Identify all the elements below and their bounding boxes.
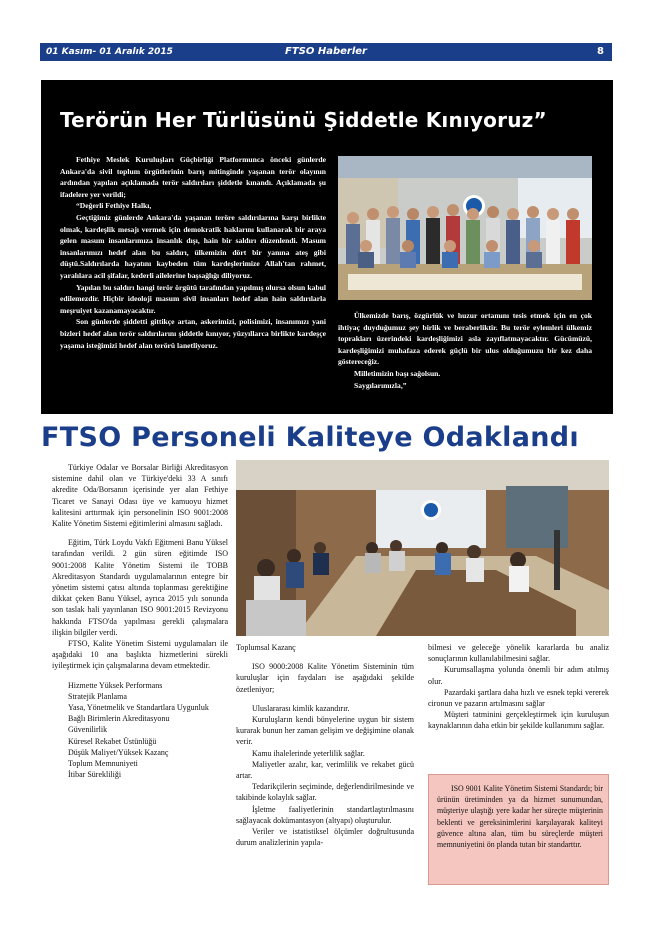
- training-photo: [236, 460, 609, 636]
- list-item: Kuruluşların kendi bünyelerine uygun bir sistem kurarak bunun her zaman gelişim ve değişimine olanak verir.: [236, 715, 414, 747]
- page-header: [40, 43, 612, 61]
- article2-column-3: [428, 642, 609, 732]
- article2-paragraph: FTSO, Kalite Yönetim Sistemi uygulamaları ile aşağıdaki 10 ana başlıkta hizmetlerini sürekli iyileştirmek için çalışmalarına devam etmektedir.: [52, 639, 228, 671]
- article2-paragraph: Türkiye Odalar ve Borsalar Birliği Akreditasyon sistemine dahil olan ve Türkiye'deki 33 A sınıfı akredite Oda/Borsanın içerisinde yer alan Fethiye Ticaret ve Sanayi Odası üye ve kamuoyu hizmet kalitesini arttırmak için personelinin ISO 9001:2008 Kalite Yönetim Sistemi eğitimlerini almasını sağladı.: [52, 463, 228, 529]
- article2-paragraph: bilmesi ve geleceğe yönelik kararlarda bu analiz sonuçlarının kullanılabilmesini sağlar.: [428, 643, 609, 664]
- group-photo: [338, 156, 592, 300]
- list-item: Tedarikçilerin seçiminde, değerlendirilmesinde ve takibinde kolaylık sağlar.: [236, 782, 414, 803]
- list-item: Stratejik Planlama: [68, 691, 127, 701]
- list-item: Kamu ihalelerinde yeterlilik sağlar.: [252, 748, 365, 758]
- list-item: Bağlı Birimlerin Akreditasyonu: [68, 714, 170, 724]
- article2-title: FTSO Personeli Kaliteye Odaklandı: [41, 422, 579, 453]
- article1-signoff: Saygılarımızla,”: [354, 380, 407, 390]
- article1-paragraph: Yapılan bu saldırı hangi terör örgütü tarafından yapılmış olursa olsun kabul edilemezdir. Hiçbir ideoloji masum sivil insanları hedef alan hain saldırılarla meşruiyet kazanamayacaktır.: [60, 282, 326, 315]
- list-item: Toplumsal Kazanç: [236, 643, 296, 652]
- article2-paragraph: ISO 9000:2008 Kalite Yönetim Sisteminin tüm kuruluşlar için faydaları ise aşağıdaki şekilde özetleniyor;: [236, 662, 414, 694]
- article1-paragraph: Geçtiğimiz günlerde Ankara'da yaşanan teröre saldırılarına karşı birlikte olmak, kardeşlik mesajı vermek için demokratik haklarını kullanarak bir araya gelen masum insanlarımıza insanlık dışı, hain bir saldırı düzenlendi. Masum insanlarımızı hedef alan bu saldırı, ülkemizin dört bir yanına ateş gibi düştü.Saldırılarda hayatını kaybeden tüm kardeşlerimize Allah'tan rahmet, yaralılara acil şifalar, kederli ailelerine başsağlığı diliyoruz.: [60, 212, 326, 280]
- article1-title: Terörün Her Türlüsünü Şiddetle Kınıyoruz”: [60, 108, 547, 132]
- list-item: Müşteri tatminini gerçekleştirmek için kuruluşun kaynaklarının daha etkin bir şekilde kullanımını sağlar.: [428, 710, 609, 731]
- list-item: Kurumsallaşma yolunda önemli bir adım atılmış olur.: [428, 665, 609, 686]
- article1-right-column: [338, 310, 592, 391]
- callout-text: ISO 9001 Kalite Yönetim Sistemi Standardı; bir ürünün üretiminden ya da hizmet sunumundan, müşteriye ulaştığı yere kadar her süreçte müşterinin beklenti ve gereksinimlerini karşılayarak kaliteyi güvence altına alan, tüm bu süreçlerde müşteri memnuniyetini ön planda tutan bir standarttır.: [437, 784, 603, 850]
- list-item: Uluslararası kimlik kazandırır.: [252, 703, 350, 713]
- list-item: Maliyetler azalır, kar, verimlilik ve rekabet gücü artar.: [236, 759, 414, 781]
- header-page-number: 8: [597, 46, 604, 57]
- group-photo-image: [338, 156, 592, 300]
- article1-paragraph: Ülkemizde barış, özgürlük ve huzur ortamını tesis etmek için en çok ihtiyaç duyduğumuz şey birlik ve beraberliktir. Bu terör eylemleri ülkemiz toprakları üzerindeki kardeşliğimizi asla zayıflatmayacaktır. Gücümüzü, kardeşliğimizi muhafaza ederek güçlü bir ulus olduğumuzu bir kez daha göstereceğiz.: [338, 311, 592, 367]
- list-item: Güvenilirlik: [68, 725, 108, 735]
- header-date: 01 Kasım- 01 Aralık 2015: [46, 47, 173, 57]
- article1-paragraph: Son günlerde şiddetti gittikçe artan, askerimizi, polisimizi, insanımızı yani bizleri hedef alan terör saldırılarını şiddetle kınıyor, yüzyıllarca birlikte kardeşçe yaşama isteğimizi hedef alan terörü lanetliyoruz.: [60, 317, 326, 350]
- article1-paragraph: Fethiye Meslek Kuruluşları Güçbirliği Platformunca önceki günlerde Ankara'da sivil toplum örgütlerinin barış mitinginde yaşanan terör olayının ardından yapılan açıklamada terör saldırıları şiddetle kınandı. Açıklamada şu ifadelere yer verildi;: [60, 155, 326, 199]
- list-item: İşletme faaliyetlerinin standartlaştırılmasını sağlayacak dokümantasyon (altyapı) oluşturulur.: [236, 804, 414, 825]
- article1-salutation: “Değerli Fethiye Halkı,: [76, 201, 152, 211]
- list-item: Veriler ve istatistiksel ölçümler doğrultusunda durum analizlerinin yapıla-: [236, 827, 414, 848]
- article2-column-2: [236, 642, 414, 848]
- list-item: Hizmette Yüksek Performans: [68, 680, 163, 690]
- header-publication: FTSO Haberler: [285, 46, 367, 57]
- article2-column-1: [52, 462, 228, 780]
- article2-paragraph: Eğitim, Türk Loydu Vakfı Eğitmeni Banu Yüksel tarafından verildi. 2 gün süren eğitimde ISO 9001:2008 Kalite Yönetim Sistemi ile TOBB Akreditasyon Standardı uygulamalarının entegre bir yönetim sistemi çatısı altında toplanması gerektiğine dikkat çeken Banu Yüksel, ayrıca 2015 yılı sonunda son taslak hali yayınlanan ISO 9001:2015 Revizyonu hakkında FTSO'da yapılması gerekli çalışmalara ilişkin bilgiler verdi.: [52, 538, 228, 637]
- article1-closing: Milletimizin başı sağolsun.: [354, 368, 441, 378]
- list-item: Toplum Memnuniyeti: [68, 759, 138, 769]
- list-item: Düşük Maliyet/Yüksek Kazanç: [68, 747, 169, 757]
- list-item: Pazardaki şartlara daha hızlı ve esnek tepki vererek cironun ve pazarın artılmasını sağlar: [428, 687, 609, 709]
- list-item: İtibar Sürekliliği: [68, 770, 122, 780]
- list-item: Küresel Rekabet Üstünlüğü: [68, 736, 157, 746]
- training-photo-image: [236, 460, 609, 636]
- article1-left-column: [60, 154, 326, 351]
- callout-box: [428, 774, 609, 885]
- list-item: Yasa, Yönetmelik ve Standartlara Uygunluk: [68, 703, 209, 713]
